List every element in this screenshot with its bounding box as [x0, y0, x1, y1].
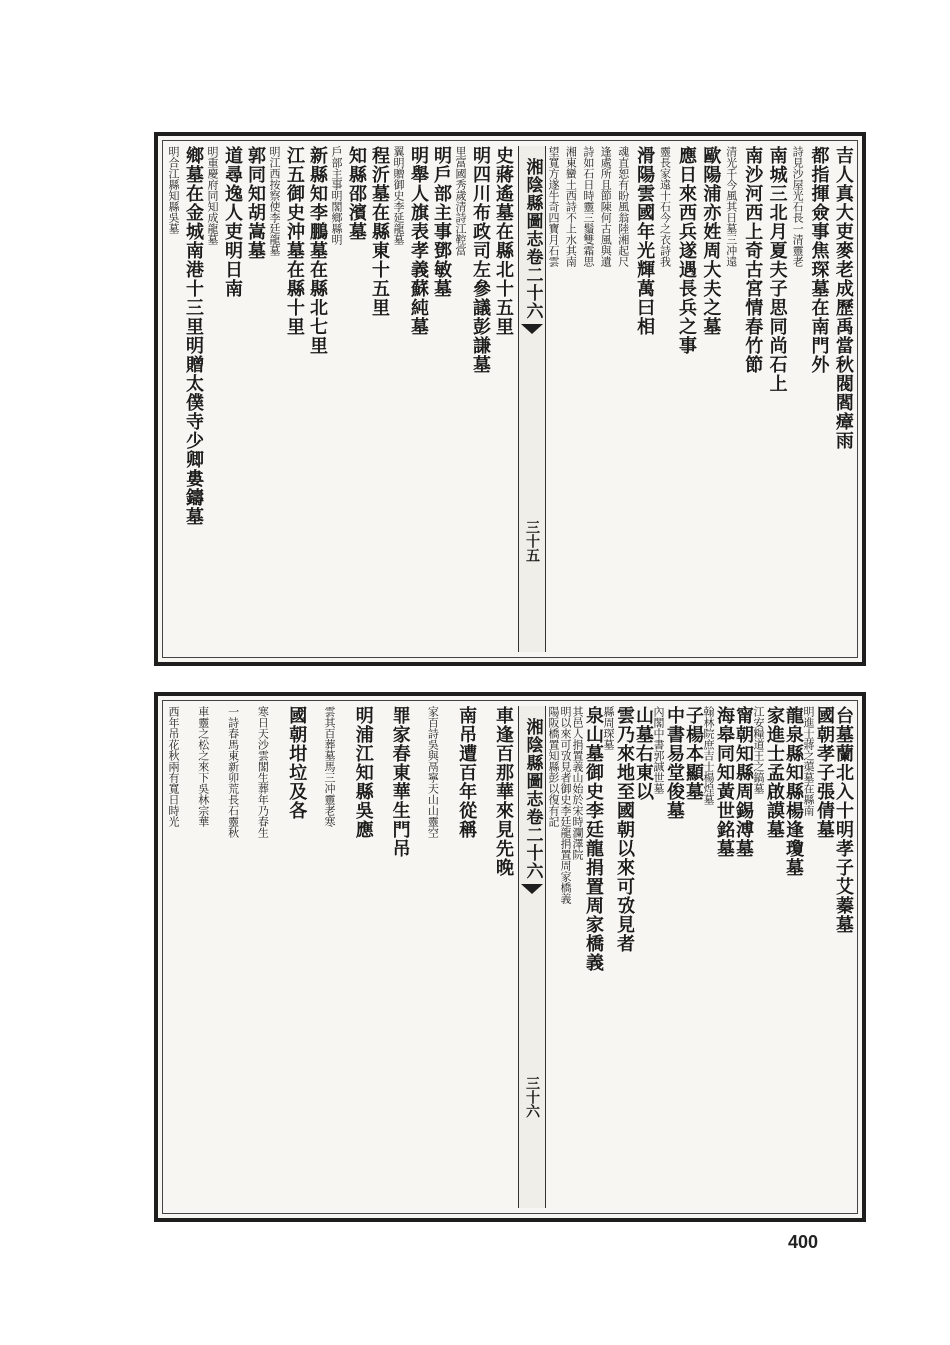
small-print-column: 車靈之松之來下吳林宗華 — [196, 706, 210, 827]
bottom-left-text-block — [168, 706, 512, 1208]
text-column: 明舉人旗表孝義蘇純墓 — [408, 146, 429, 336]
small-print-column: 明合江縣知縣吳墓 — [167, 146, 180, 234]
small-print-column: 里富國秀歲清詩江鞚當 — [454, 146, 467, 256]
small-print-column: 詩見沙屋光石長一清靈老 — [791, 146, 805, 267]
top-margin-page: 三十五 — [524, 520, 540, 562]
text-column: 甯朝知縣周錫溥墓 — [733, 706, 754, 858]
small-print-column: 湘東蠻土西詩不上水其南 — [564, 146, 578, 267]
text-column: 應日來西兵遂遇長兵之事 — [675, 146, 697, 355]
small-print-column: 明進士蔣之蕖墓在縣南 — [802, 706, 815, 816]
text-column: 南吊遭百年從稱 — [456, 706, 478, 839]
small-print-column: 翰林院庶吉士楊煌墓 — [702, 706, 715, 805]
bottom-page-text-area — [168, 706, 852, 1208]
text-column: 泉山墓御史李廷龍捐置周家橋義 — [583, 706, 604, 972]
small-print-column: 西年吊花秋兩有寬日時光 — [167, 706, 180, 827]
text-column: 史蔣遙墓在縣北十五里 — [493, 146, 514, 336]
top-page-panel — [154, 132, 866, 666]
small-print-column: 明以來可攷見者御史李廷龍捐置周家橋義 — [559, 706, 572, 904]
small-print-column: 翼明贈御史李延龍墓 — [392, 146, 405, 245]
top-center-margin — [518, 146, 546, 652]
small-print-column: 靈長家遠十石今之衣詩我 — [658, 146, 672, 267]
text-column: 龍泉縣知縣楊逢瓊墓 — [783, 706, 804, 877]
small-print-column: 一詩春馬東新卯荒長石靈秋 — [226, 706, 240, 838]
top-left-text-block — [168, 146, 512, 652]
small-print-column: 江安糧道王之鎬墓 — [752, 706, 765, 794]
small-print-column: 寒日天沙雲閣生葬年乃春生 — [256, 706, 270, 838]
text-column: 罪家春東華生門吊 — [389, 706, 411, 858]
small-print-column: 家百詩吳與鬲寧天山山靈空 — [426, 706, 440, 838]
small-print-column: 望寬方遂牛奇四寶月石雲 — [547, 146, 560, 267]
text-column: 程沂墓在縣東十五里 — [369, 146, 390, 317]
text-column: 雲乃來地至國朝以來可攷見者 — [614, 706, 635, 953]
bottom-center-margin — [518, 706, 546, 1208]
text-column: 明四川布政司左參議彭謙墓 — [470, 146, 491, 374]
bottom-right-text-block — [548, 706, 852, 1208]
text-column: 車逢百那華來見先晚 — [492, 706, 514, 877]
text-column: 江五御史沖墓在縣十里 — [284, 146, 305, 336]
small-print-column: 清光千今風其日墓三冲遠 — [724, 146, 738, 267]
bottom-margin-title: 湘陰縣圖志卷二十六 — [522, 718, 543, 880]
bottom-page-panel — [154, 692, 866, 1222]
fish-tail-mark-icon — [521, 884, 543, 894]
small-print-column: 內閣中書郭誠世墓 — [652, 706, 665, 794]
text-column: 國朝坩垃及各 — [286, 706, 308, 820]
text-column: 吉人真大吏麥老成歷禹當秋閥閻瘴雨 — [832, 146, 854, 450]
small-print-column: 戶部主事明閣鄉縣明 — [330, 146, 343, 245]
text-column: 知縣邵濱墓 — [346, 146, 367, 241]
text-column: 道尋逸人吏明日南 — [222, 146, 243, 298]
text-column: 家進士孟啟謨墓 — [764, 706, 785, 839]
text-column: 南沙河西上奇古宮情春竹節 — [742, 146, 764, 374]
text-column: 郭同知胡嵩墓 — [245, 146, 266, 260]
text-column: 明戶部主事鄧敏墓 — [431, 146, 452, 298]
text-column: 滑陽雲國年光輝萬曰相 — [634, 146, 656, 336]
small-print-column: 明重慶府同知成龍墓 — [206, 146, 219, 245]
text-column: 都指揮僉事焦琛墓在南門外 — [808, 146, 830, 374]
small-print-column: 詩如石日時靈三鬚雙霜思 — [581, 146, 595, 267]
text-column: 新縣知李鵬墓在縣北七里 — [307, 146, 328, 355]
text-column: 中書易堂俊墓 — [664, 706, 685, 820]
text-column: 歐陽浦亦姓周大夫之墓 — [700, 146, 722, 336]
text-column: 鄉墓在金城南港十三里明贈太僕寺少卿婁鑄墓 — [183, 146, 204, 526]
small-print-column: 縣周琛墓 — [602, 706, 615, 750]
small-print-column: 明江西按察使李廷龍墓 — [268, 146, 281, 256]
bottom-margin-page: 三十六 — [524, 1076, 540, 1118]
text-column: 南城三北月夏夫子思同尚石上 — [766, 146, 788, 393]
top-margin-title: 湘陰縣圖志卷二十六 — [522, 158, 543, 320]
top-right-text-block — [548, 146, 852, 652]
small-print-column: 陽阪橋置知縣彭以復有記 — [547, 706, 560, 827]
small-print-column: 魂直恕有盼風翁陸湘起尺 — [616, 146, 630, 267]
text-column: 山墓右東以 — [633, 706, 654, 801]
small-print-column: 其邑人捐置義山始於宋時瀾澤院 — [571, 706, 584, 860]
page-number: 400 — [788, 1232, 819, 1252]
small-print-column: 雲其百葬墓馬三冲靈老寒 — [322, 706, 336, 827]
text-column: 子楊本顯墓 — [683, 706, 704, 801]
fish-tail-mark-icon — [521, 324, 543, 334]
text-column: 明浦江知縣吳應 — [352, 706, 374, 839]
text-column: 國朝孝子張倩墓 — [814, 706, 835, 839]
text-column: 台墓蘭北入十明孝子艾蓁墓 — [833, 706, 854, 934]
text-column: 海皋同知黃世銘墓 — [714, 706, 735, 858]
top-page-text-area — [168, 146, 852, 652]
small-print-column: 逢處所且節陳何古風與遺 — [599, 146, 613, 267]
